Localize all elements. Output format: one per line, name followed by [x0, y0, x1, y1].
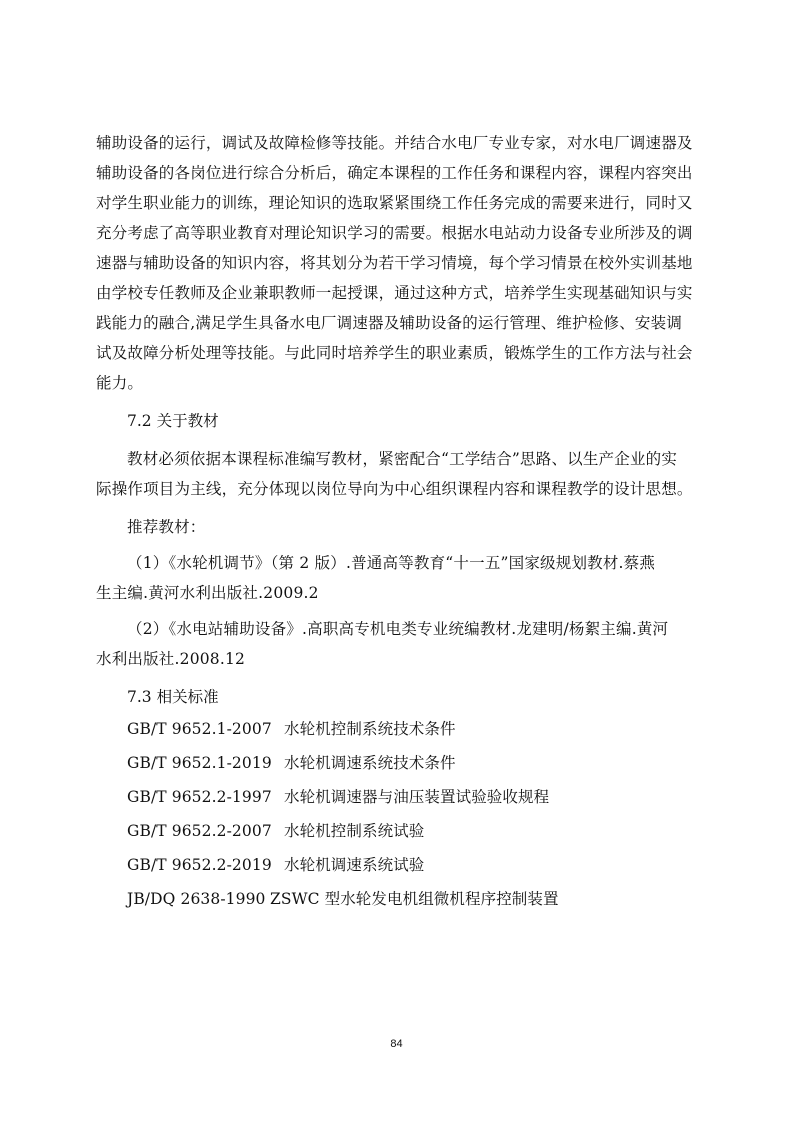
standard-code: GB/T 9652.1-2019 — [127, 754, 272, 772]
paragraph-line: 践能力的融合,满足学生具备水电厂调速器及辅助设备的运行管理、维护检修、安装调 — [96, 314, 683, 332]
standard-item — [96, 746, 697, 780]
standard-item — [96, 814, 697, 848]
standard-code: GB/T 9652.1-2007 — [127, 720, 272, 738]
textbook-entry — [96, 548, 697, 608]
paragraph-line: 辅助设备的运行，调试及故障检修等技能。并结合水电厂专业专家，对水电厂调速器及 — [96, 134, 693, 152]
standard-name: ZSWC 型水轮发电机组微机程序控制装置 — [270, 890, 559, 908]
section-7-3 — [96, 682, 697, 916]
standard-name: 水轮机控制系统试验 — [284, 822, 425, 840]
paragraph-line: 能力。 — [96, 374, 144, 392]
paragraph-line: 辅助设备的各岗位进行综合分析后，确定本课程的工作任务和课程内容，课程内容突出 — [96, 164, 693, 182]
textbook-line: （1）《水轮机调节》（第 2 版）.普通高等教育“十一五”国家级规划教材.蔡燕 — [127, 554, 656, 572]
paragraph-line: 由学校专任教师及企业兼职教师一起授课，通过这种方式，培养学生实现基础知识与实 — [96, 284, 693, 302]
textbook-line: 生主编.黄河水利出版社.2009.2 — [96, 584, 319, 602]
section-7-2 — [96, 406, 697, 674]
standards-list — [96, 712, 697, 916]
standard-name: 水轮机调速系统技术条件 — [284, 754, 456, 772]
standard-name: 水轮机调速器与油压装置试验验收规程 — [284, 788, 550, 806]
standard-code: GB/T 9652.2-2007 — [127, 822, 272, 840]
recommend-label: 推荐教材： — [127, 518, 206, 536]
page-body — [96, 128, 697, 916]
page-number: 84 — [390, 1038, 403, 1050]
standard-code: GB/T 9652.2-2019 — [127, 856, 272, 874]
standard-name: 水轮机调速系统试验 — [284, 856, 425, 874]
textbook-line: （2）《水电站辅助设备》.高职高专机电类专业统编教材.龙建明/杨絮主编.黄河 — [127, 620, 669, 638]
paragraph-line: 际操作项目为主线，充分体现以岗位导向为中心组织课程内容和课程教学的设计思想。 — [96, 480, 693, 498]
paragraph-line: 充分考虑了高等职业教育对理论知识学习的需要。根据水电站动力设备专业所涉及的调 — [96, 224, 693, 242]
paragraph-line: 对学生职业能力的训练，理论知识的选取紧紧围绕工作任务完成的需要来进行，同时又 — [96, 194, 693, 212]
standard-item — [96, 712, 697, 746]
standard-code: JB/DQ 2638-1990 — [127, 890, 266, 908]
standard-item — [96, 780, 697, 814]
standard-code: GB/T 9652.2-1997 — [127, 788, 272, 806]
standard-item — [96, 882, 697, 916]
standard-item — [96, 848, 697, 882]
paragraph-line: 教材必须依据本课程标准编写教材，紧密配合“工学结合”思路、以生产企业的实 — [127, 450, 678, 468]
textbook-line: 水利出版社.2008.12 — [96, 650, 246, 668]
section-heading-7-3: 7.3 相关标准 — [127, 688, 219, 706]
textbook-entry — [96, 614, 697, 674]
paragraph-line: 速器与辅助设备的知识内容，将其划分为若干学习情境，每个学习情景在校外实训基地 — [96, 254, 693, 272]
intro-paragraph — [96, 128, 697, 398]
paragraph-line: 试及故障分析处理等技能。与此同时培养学生的职业素质，锻炼学生的工作方法与社会 — [96, 344, 693, 362]
section-heading-7-2: 7.2 关于教材 — [127, 412, 219, 430]
standard-name: 水轮机控制系统技术条件 — [284, 720, 456, 738]
